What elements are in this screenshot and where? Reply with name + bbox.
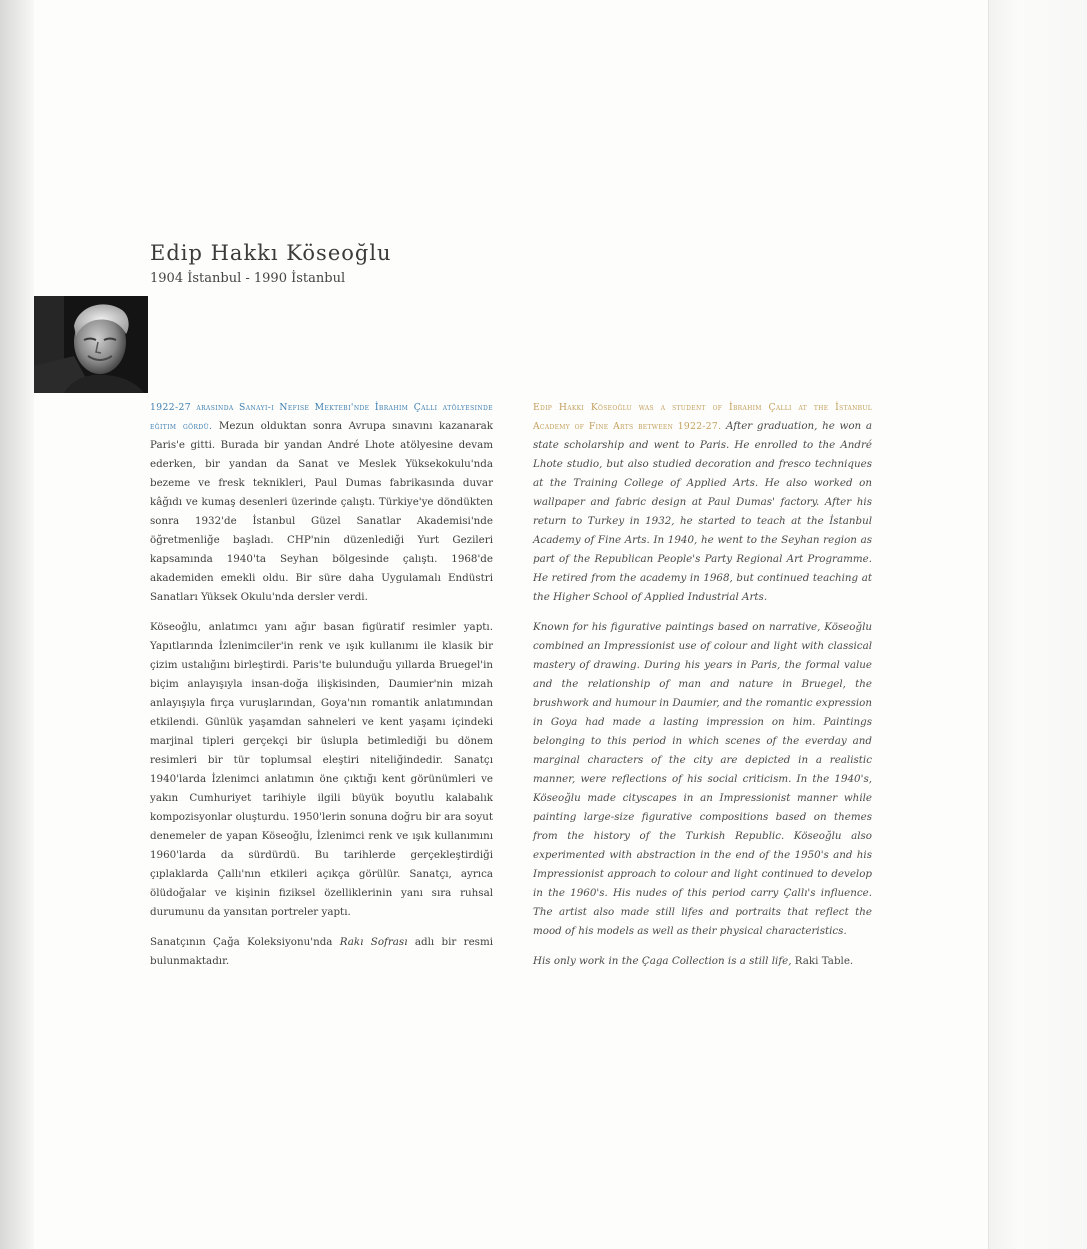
turkish-collection-note: Sanatçının Çağa Koleksiyonu'nda xyxy=(150,936,340,948)
artist-dates: 1904 İstanbul - 1990 İstanbul xyxy=(150,271,346,286)
english-collection-note: His only work in the Çaga Collection is a still life, xyxy=(533,955,795,967)
turkish-biography xyxy=(150,398,493,982)
turkish-collection-note-end: adlı bir resmi bulunmaktadır. xyxy=(150,936,494,967)
turkish-paragraph-3 xyxy=(150,933,493,971)
english-paragraph-1 xyxy=(533,398,872,607)
facing-page-edge xyxy=(988,0,1087,1249)
english-paragraph-2: Known for his figurative paintings based on narrative, Köseoğlu combined an Impressionist use of colour and light with classical mastery of drawing. During his years in Paris, the formal value and the relationship of man and nature in Bruegel, the brushwork and humour in Daumier, and the romantic expression in Goya had made a lasting impression on him. Paintings belonging to this period in which scenes of the everday and marginal characters of the city are depicted in a realistic manner, were reflections of his social criticism. In the 1940's, Köseoğlu made cityscapes in an Impressionist manner while painting large-size figurative compositions based on themes from the history of the Turkish Republic. Köseoğlu also experimented with abstraction in the end of the 1950's and his Impressionist approach to colour and light continued to develop in the 1960's. His nudes of this period carry Çallı's influence. The artist also made still lifes and portraits that reflect the mood of his models as well as their physical characteristics. xyxy=(533,621,873,937)
turkish-paragraph-1 xyxy=(150,398,493,607)
artist-name: Edip Hakkı Köseoğlu xyxy=(150,241,392,265)
page-gutter-shadow xyxy=(0,0,34,1249)
turkish-paragraph-1-text: Mezun olduktan sonra Avrupa sınavını kazanarak Paris'e gitti. Burada bir yandan André Lhote atölyesine devam ederken, bir yandan da Sanat ve Meslek Yüksekokulu'nda bezeme ve fresk teknikleri, Paul Dumas fabrikasında duvar kâğıdı ve kumaş desenleri üzerinde çalıştı. Türkiye'ye döndükten sonra 1932'de İstanbul Güzel Sanatlar Akademisi'nde öğretmenliğe başladı. CHP'nin düzenlediği Yurt Gezileri kapsamında 1940'ta Seyhan bölgesinde çalıştı. 1968'de akademiden emekli oldu. Bir süre daha Uygulamalı Endüstri Sanatları Yüksek Okulu'nda dersler verdi. xyxy=(150,420,494,603)
portrait-drawing xyxy=(34,296,148,393)
english-lead: Edip Hakkı Köseoğlu was a student of İbrahim Çallı at the İstanbul Academy of Fine Arts between 1922-27. xyxy=(533,402,872,432)
english-biography xyxy=(533,398,872,982)
turkish-lead: 1922-27 arasında Sanayi-i Nefise Mektebi'nde İbrahim Çallı atölyesinde eğitim gördü. xyxy=(150,402,493,432)
english-paragraph-1-text: After graduation, he won a state scholarship and went to Paris. He enrolled to the André Lhote studio, but also studied decoration and fresco techniques at the Training College of Applied Arts. He also worked on wallpaper and fabric design at Paul Dumas' factory. After his return to Turkey in 1932, he started to teach at the İstanbul Academy of Fine Arts. In 1940, he went to the Seyhan region as part of the Republican People's Party Regional Art Programme. He retired from the academy in 1968, but continued teaching at the Higher School of Applied Industrial Arts. xyxy=(533,420,872,603)
turkish-artwork-title: Rakı Sofrası xyxy=(339,936,408,948)
turkish-paragraph-2: Köseoğlu, anlatımcı yanı ağır basan figüratif resimler yaptı. Yapıtlarında İzlenimciler'in renk ve ışık kullanımı ile klasik bir çizim ustalığını birleştirdi. Paris'te bulunduğu yıllarda Bruegel'in biçim anlayışıyla insan-doğa ilişkisinden, Daumier'nin mizah anlayışıyla fırça vuruşlarından, Goya'nın romantik anlatımından etkilendi. Günlük yaşamdan sahneleri ve kent yaşamı içindeki marjinal tipleri gerçekçi bir üslupla betimlediği bu dönem resimleri bir tür toplumsal eleştiri niteliğindedir. Sanatçı 1940'larda İzlenimci anlatımın öne çıktığı kent görünümleri ve yakın Cumhuriyet tarihiyle ilgili büyük boyutlu kalabalık kompozisyonlar oluşturdu. 1950'lerin sonuna doğru bir ara soyut denemeler de yapan Köseoğlu, İzlenimci renk ve ışık kullanımını 1960'larda da sürdürdü. Bu tarihlerde gerçekleştirdiği çıplaklarda Çallı'nın etkileri açıkça görülür. Sanatçı, ayrıca ölüdoğalar ve kişinin fiziksel özelliklerinin yanı sıra ruhsal durumunu da yansıtan portreler yaptı. xyxy=(150,621,493,918)
artist-portrait-photo xyxy=(34,296,148,393)
english-artwork-title: Raki Table. xyxy=(794,955,854,967)
english-paragraph-3 xyxy=(533,952,872,971)
